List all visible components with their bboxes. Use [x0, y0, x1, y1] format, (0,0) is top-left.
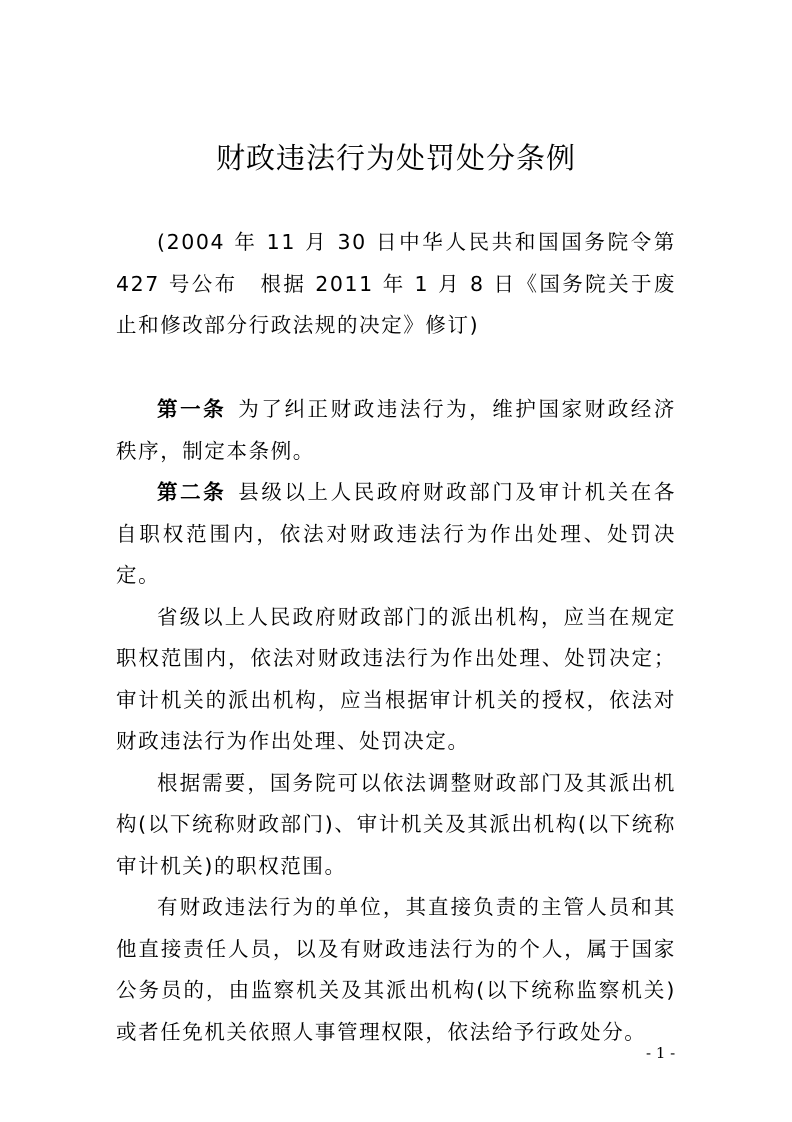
article-2-paragraph: [116, 472, 676, 597]
article-2-text: 县级以上人民政府财政部门及审计机关在各自职权范围内，依法对财政违法行为作出处理、处罚决定。: [116, 480, 676, 587]
promulgation-note: [116, 222, 676, 347]
article-1-label: 第一条: [157, 397, 227, 421]
article-1-paragraph: [116, 389, 676, 472]
document-title: 财政违法行为处罚处分条例: [215, 141, 576, 175]
article-1-text: 为了纠正财政违法行为，维护国家财政经济秩序，制定本条例。: [116, 397, 676, 463]
article-2-paragraph-3: 根据需要，国务院可以依法调整财政部门及其派出机构(以下统称财政部门)、审计机关及其派出机构(以下统称审计机关)的职权范围。: [116, 770, 676, 878]
document-body: [116, 389, 676, 1053]
article-2-label: 第二条: [157, 480, 227, 504]
article-2-paragraph-4: 有财政违法行为的单位，其直接负责的主管人员和其他直接责任人员，以及有财政违法行为的个人，属于国家公务员的，由监察机关及其派出机构(以下统称监察机关)或者任免机关依照人事管理权限，依法给予行政处分。: [116, 895, 676, 1044]
page-number: - 1 -: [646, 1044, 676, 1062]
promulgation-note-text: (2004 年 11 月 30 日中华人民共和国国务院令第 427 号公布 根据 2011 年 1 月 8 日《国务院关于废止和修改部分行政法规的决定》修订): [116, 230, 676, 337]
article-2-paragraph-2: 省级以上人民政府财政部门的派出机构，应当在规定职权范围内，依法对财政违法行为作出处理、处罚决定；审计机关的派出机构，应当根据审计机关的授权，依法对财政违法行为作出处理、处罚决定。: [116, 604, 676, 753]
